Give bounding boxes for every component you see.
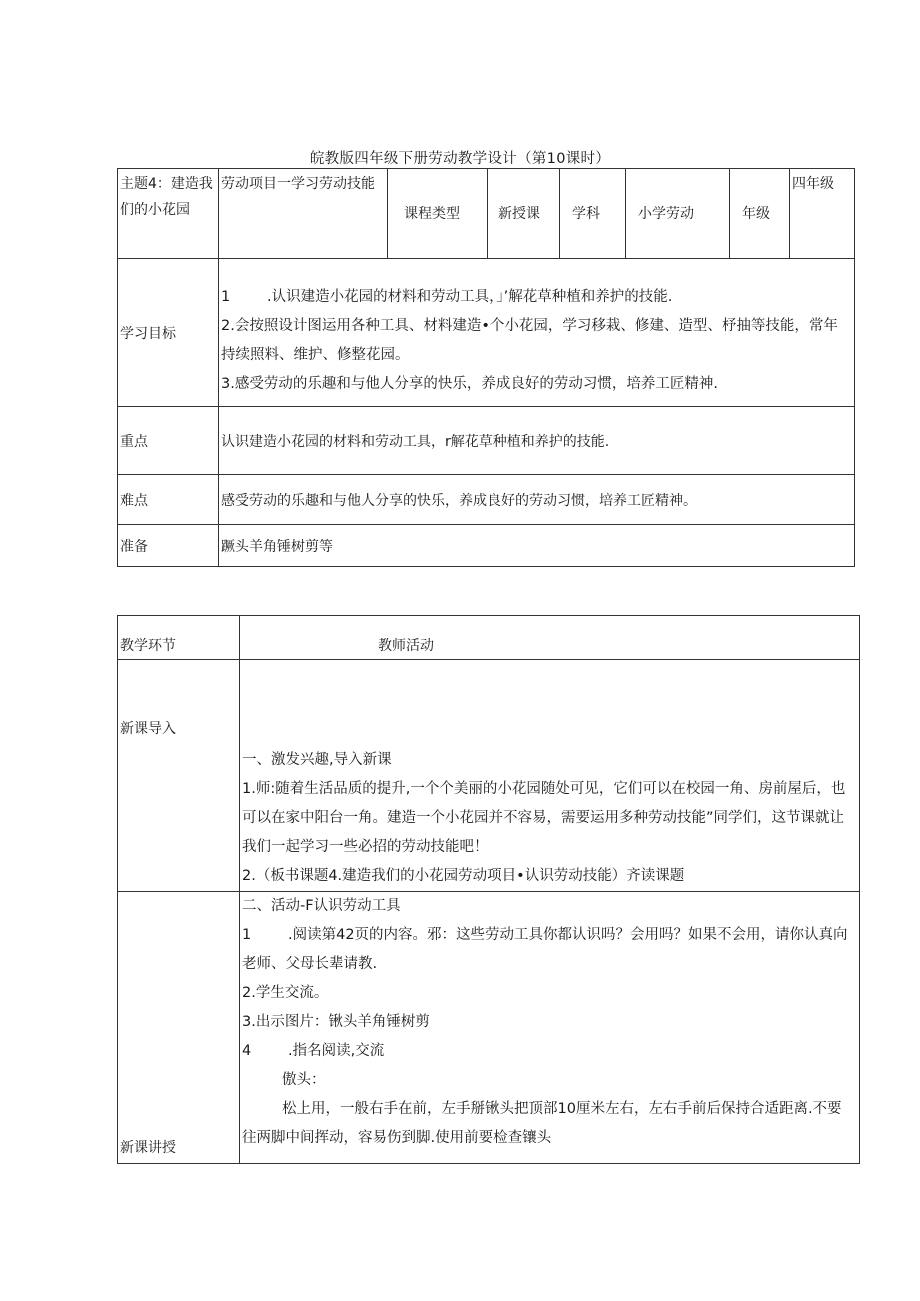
teaching-activity-table	[117, 615, 860, 1164]
course-type-label: 课程类型	[388, 169, 488, 259]
topic-cell: 主题4：建造我们的小花园	[118, 169, 219, 259]
grade-value: 四年级	[790, 169, 855, 259]
lecture-item-4: .指名阅读,交流	[288, 1043, 385, 1059]
preparation-label: 准备	[118, 525, 219, 567]
intro-content	[240, 660, 860, 892]
course-type-value: 新授课	[488, 169, 560, 259]
lesson-info-table	[117, 168, 855, 567]
intro-heading: 一、激发兴趣,导入新课	[242, 752, 392, 768]
document-title: 皖教版四年级下册劳动教学设计（第10课时）	[309, 151, 611, 167]
objectives-content	[219, 259, 855, 407]
lecture-item-3: 3.出示图片：锹头羊角锤树剪	[242, 1014, 430, 1030]
lecture-heading: 二、活动-F认识劳动工具	[242, 898, 401, 914]
lecture-item-1-number: 1	[242, 927, 252, 943]
lecture-stage-label: 新课讲授	[118, 892, 240, 1164]
intro-paragraph-2: 2.（板书课题4.建造我们的小花园劳动项目•认识劳动技能）齐读课题	[242, 868, 685, 884]
lecture-item-4-number: 4	[242, 1043, 252, 1059]
objective-3: 3.感受劳动的乐趣和与他人分享的快乐，养成良好的劳动习惯，培养工匠精神.	[221, 376, 718, 392]
preparation-text: 蹶头羊角锤树剪等	[219, 525, 855, 567]
intro-stage-label: 新课导入	[118, 660, 240, 892]
teacher-activity-header: 教师活动	[240, 616, 860, 660]
lecture-item-6: 松上用，一般右手在前，左手掰锹头把顶部10厘米左右，左右手前后保持合适距离.不要往两脚中间挥动，容易伤到脚.使用前要检查镶头	[242, 1101, 842, 1146]
project-cell: 劳动项目一学习劳动技能	[219, 169, 388, 259]
objective-1-number: 1	[221, 289, 231, 305]
lecture-content	[240, 892, 860, 1164]
objective-1: .认识建造小花园的材料和劳动工具，」’解花草种植和养护的技能.	[267, 289, 673, 305]
objective-2: 2.会按照设计图运用各种工具、材料建造•个小花园，学习移栽、修建、造型、杼抽等技能，常年持续照料、维护、修整花园。	[221, 318, 838, 363]
subject-value: 小学劳动	[626, 169, 730, 259]
lecture-item-1: .阅读第42页的内容。邪：这些劳动工具你都认识吗？会用吗？如果不会用，请你认真向老师、父母长辈请教.	[242, 927, 848, 972]
grade-label: 年级	[730, 169, 790, 259]
intro-paragraph-1: 1.师:随着生活品质的提升,一个个美丽的小花园随处可见，它们可以在校园一角、房前屋后，也可以在家中阳台一角。建造一个小花园并不容易，需要运用多种劳动技能”同学们，这节课就让我们一起学习一些必招的劳动技能吧！	[242, 781, 846, 855]
stage-header: 教学环节	[118, 616, 240, 660]
difficulty-label: 难点	[118, 475, 219, 525]
key-point-label: 重点	[118, 407, 219, 475]
objectives-label: 学习目标	[118, 259, 219, 407]
subject-label: 学科	[560, 169, 626, 259]
lecture-item-2: 2.学生交流。	[242, 985, 329, 1001]
key-point-text: 认识建造小花园的材料和劳动工具，r解花草种植和养护的技能.	[219, 407, 855, 475]
difficulty-text: 感受劳动的乐趣和与他人分享的快乐，养成良好的劳动习惯，培养工匠精神。	[219, 475, 855, 525]
lecture-item-5: 傲头：	[282, 1072, 326, 1088]
